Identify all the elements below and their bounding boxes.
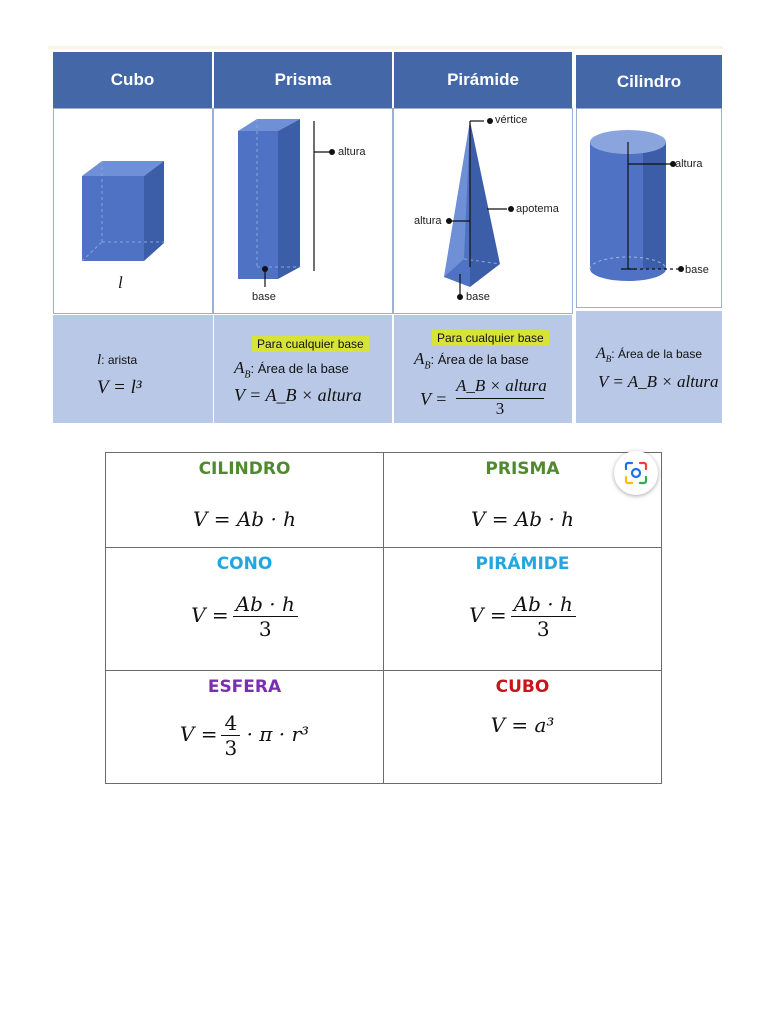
cono-title: CONO	[216, 554, 273, 574]
cilindro-formula-box	[576, 311, 722, 423]
ab-symbol: $A_B$	[414, 349, 431, 372]
piramide-den: 3	[536, 617, 550, 641]
prisma-title: PRISMA	[485, 459, 560, 479]
piramide-title: PIRÁMIDE	[475, 554, 570, 574]
cilindro-formula: V = A_B × altura	[598, 372, 719, 391]
cubo-formula: V = l³	[97, 377, 142, 398]
esfera-prefix: V =	[179, 722, 218, 746]
ab-symbol: $A_B$	[596, 345, 612, 365]
cilindro-ab-desc: : Área de la base	[611, 347, 703, 361]
piramide-num: Ab · h	[511, 592, 576, 617]
ab-symbol: $A_B$	[234, 358, 251, 381]
piramide-ab-desc: : Área de la base	[430, 352, 529, 367]
cono-numerator: Ab · h	[233, 592, 298, 617]
cilindro-illustration-cell	[576, 108, 722, 308]
prisma-base-label: base	[252, 291, 276, 303]
piramide-illustration-cell	[393, 108, 573, 314]
lens-search-icon	[623, 460, 649, 486]
piramide-prefix: V =	[469, 603, 507, 627]
header-piramide: Pirámide	[394, 52, 572, 108]
header-prisma: Prisma	[214, 52, 392, 108]
piramide-v-equals: V =	[420, 389, 448, 409]
cono-prefix: V =	[191, 603, 229, 627]
piramide-denominator: 3	[495, 399, 505, 418]
cilindro-cell	[106, 453, 384, 548]
piramide-numerator: A_B × altura	[456, 376, 544, 399]
piramide-formula-box	[394, 315, 572, 423]
esfera-suffix: · π · r³	[246, 722, 310, 746]
piramide-base-label: base	[466, 291, 490, 303]
prism-drawing	[214, 109, 392, 309]
volume-formulas-table	[105, 452, 662, 784]
cilindro-title: CILINDRO	[198, 459, 291, 479]
arista-label: : arista	[101, 353, 138, 367]
esfera-denominator: 3	[224, 736, 238, 760]
piramide-highlight: Para cualquier base	[432, 330, 549, 346]
table-row	[106, 453, 662, 548]
edge-symbol: l	[118, 273, 123, 292]
cube-drawing	[54, 109, 212, 309]
cubo-volume-formula: V = a³	[490, 713, 555, 737]
cubo-formula-box	[53, 315, 213, 423]
prisma-altura-label: altura	[338, 146, 366, 158]
prisma-illustration-cell	[213, 108, 393, 314]
piramide-vertice-label: vértice	[495, 114, 528, 126]
cubo-illustration-cell	[53, 108, 213, 314]
lens-search-button[interactable]	[614, 451, 658, 495]
prisma-ab-desc: : Área de la base	[250, 361, 349, 376]
prisma-formula-box	[214, 315, 392, 423]
prisma-ab-line	[234, 358, 349, 380]
cilindro-ab-line	[596, 345, 702, 364]
top-divider	[48, 46, 723, 49]
piramide-apotema-label: apotema	[516, 203, 559, 215]
table-row	[106, 671, 662, 784]
cono-cell	[106, 548, 384, 671]
cono-denominator: 3	[258, 617, 272, 641]
cilindro-altura-label: altura	[675, 158, 703, 170]
header-cilindro: Cilindro	[576, 55, 722, 108]
cono-volume-formula	[106, 592, 383, 641]
piramide-ab-line	[414, 349, 529, 371]
cubo-arista-line	[97, 351, 137, 369]
prisma-highlight: Para cualquier base	[252, 336, 369, 352]
esfera-volume-formula	[106, 711, 383, 760]
piramide-volume-formula	[384, 592, 661, 641]
prisma-volume-formula: V = Ab · h	[470, 507, 575, 531]
prisma-formula: V = A_B × altura	[234, 385, 362, 405]
piramide-cell	[384, 548, 662, 671]
cilindro-base-label: base	[685, 264, 709, 276]
edge-symbol-2: l	[97, 352, 102, 368]
cubo-title: CUBO	[495, 677, 550, 697]
piramide-altura-label: altura	[414, 215, 442, 227]
table-row	[106, 548, 662, 671]
esfera-title: ESFERA	[207, 677, 282, 697]
cilindro-volume-formula: V = Ab · h	[192, 507, 297, 531]
esfera-numerator: 4	[221, 711, 240, 736]
esfera-cell	[106, 671, 384, 784]
piramide-fraction	[456, 376, 547, 419]
header-cubo: Cubo	[53, 52, 212, 108]
cubo-cell	[384, 671, 662, 784]
